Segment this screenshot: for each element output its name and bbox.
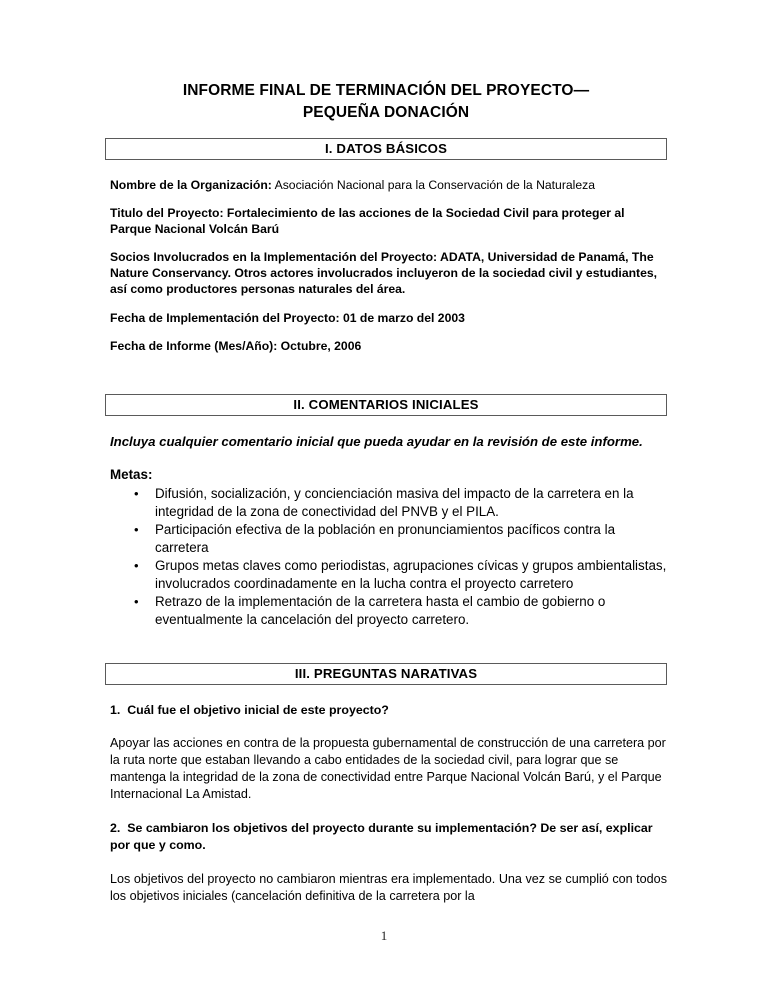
spacer bbox=[105, 629, 667, 663]
list-item-text: Retrazo de la implementación de la carretera hasta el cambio de gobierno o eventualmente la cancelación del proyecto carretero. bbox=[155, 593, 606, 627]
list-item bbox=[105, 485, 667, 521]
list-item bbox=[105, 557, 667, 593]
section2-instruction: Incluya cualquier comentario inicial que pueda ayudar en la revisión de este informe. bbox=[110, 433, 643, 449]
page-title-line-1: INFORME FINAL DE TERMINACIÓN DEL PROYECTO— bbox=[182, 82, 590, 99]
list-item-text: Difusión, socialización, y concienciación masiva del impacto de la carretera en la integridad de la zona de conectividad del PNVB y el PILA. bbox=[155, 486, 634, 520]
section-heading-preguntas-narativas: III. PREGUNTAS NARATIVAS bbox=[105, 663, 667, 685]
spacer bbox=[105, 685, 667, 702]
spacer bbox=[105, 193, 667, 205]
goals-label: Metas: bbox=[110, 467, 153, 483]
page-title bbox=[105, 80, 667, 124]
answer-1: Apoyar las acciones en contra de la propuesta gubernamental de construcción de una carretera por la ruta norte que estaban llevando a cabo entidades de la sociedad civil, para lograr que se mantenga la integridad de la zona de conectividad entre Parque Nacional Volcán Barú, y el Parque Internacional La Amistad. bbox=[110, 736, 666, 802]
page-title-line-2: PEQUEÑA DONACIÓN bbox=[302, 104, 470, 121]
field-value: Asociación Nacional para la Conservación de la Naturaleza bbox=[271, 178, 596, 192]
spacer bbox=[105, 450, 667, 467]
page-number: 1 bbox=[380, 928, 388, 943]
spacer bbox=[105, 803, 667, 820]
spacer bbox=[105, 854, 667, 871]
question-2 bbox=[105, 820, 667, 853]
question-1-text: Cuál fue el objetivo inicial de este proyecto? bbox=[127, 702, 389, 717]
field-label: Nombre de la Organización: bbox=[110, 178, 272, 192]
field-fecha-implementacion: Fecha de Implementación del Proyecto: 01 de marzo del 2003 bbox=[110, 310, 465, 325]
spacer bbox=[105, 718, 667, 735]
field-socios-involucrados: Socios Involucrados en la Implementación del Proyecto: ADATA, Universidad de Panamá, The Nature Conservancy. Otros actores involucrados incluyeron de la sociedad civil y estudiantes, así como productores personas naturales del área. bbox=[110, 250, 658, 297]
question-1 bbox=[105, 702, 667, 719]
spacer bbox=[105, 126, 667, 138]
bullet-icon: • bbox=[134, 557, 139, 573]
list-item bbox=[105, 521, 667, 557]
field-nombre-organizacion bbox=[105, 177, 667, 193]
section-heading-comentarios-iniciales: II. COMENTARIOS INICIALES bbox=[105, 394, 667, 416]
goals-list bbox=[105, 485, 667, 629]
field-titulo-proyecto: Titulo del Proyecto: Fortalecimiento de las acciones de la Sociedad Civil para proteger al Parque Nacional Volcán Barú bbox=[110, 206, 625, 237]
question-1-number: 1. bbox=[110, 702, 121, 717]
question-2-number: 2. bbox=[110, 821, 121, 836]
spacer bbox=[105, 416, 667, 433]
spacer bbox=[105, 326, 667, 338]
bullet-icon: • bbox=[134, 593, 139, 609]
document-content bbox=[105, 80, 667, 905]
spacer bbox=[105, 160, 667, 177]
spacer bbox=[105, 237, 667, 249]
spacer bbox=[105, 298, 667, 310]
section-heading-datos-basicos: I. DATOS BÁSICOS bbox=[105, 138, 667, 160]
list-item-text: Participación efectiva de la población en pronunciamientos pacíficos contra la carretera bbox=[155, 522, 616, 556]
bullet-icon: • bbox=[134, 522, 139, 538]
bullet-icon: • bbox=[134, 486, 139, 502]
spacer bbox=[105, 354, 667, 394]
field-fecha-informe: Fecha de Informe (Mes/Año): Octubre, 2006 bbox=[110, 338, 362, 353]
question-2-text: Se cambiaron los objetivos del proyecto durante su implementación? De ser así, explicar por que y como. bbox=[110, 821, 653, 853]
list-item bbox=[105, 593, 667, 629]
list-item-text: Grupos metas claves como periodistas, agrupaciones cívicas y grupos ambientalistas, involucrados coordinadamente en la lucha contra el proyecto carretero bbox=[155, 557, 667, 591]
answer-2: Los objetivos del proyecto no cambiaron mientras era implementado. Una vez se cumplió con todos los objetivos iniciales (cancelación definitiva de la carretera por la bbox=[110, 871, 667, 903]
